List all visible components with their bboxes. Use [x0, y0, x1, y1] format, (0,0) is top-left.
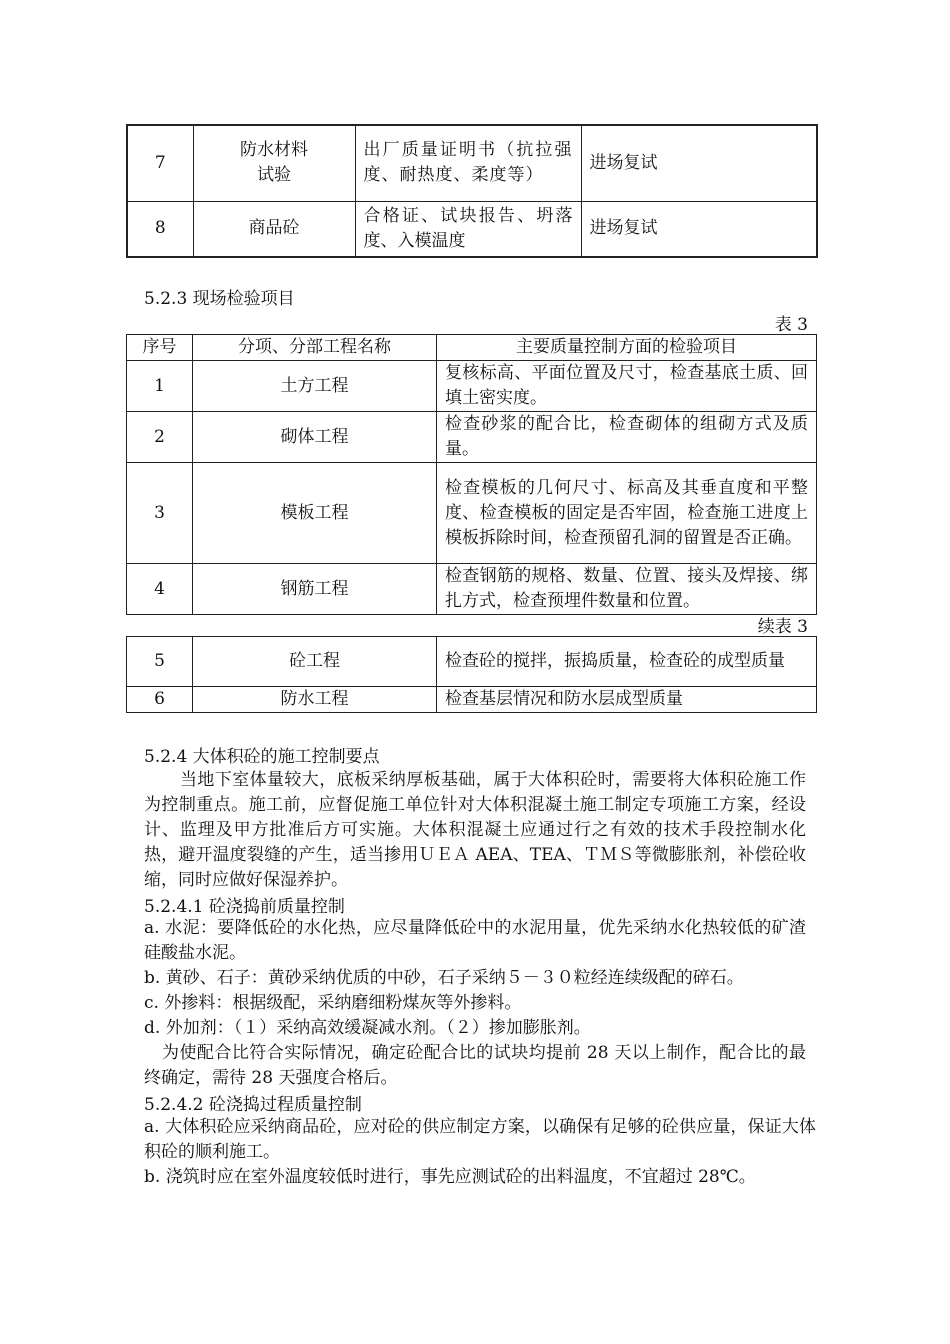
site-inspection-table: [126, 334, 817, 615]
subsection-heading-5-2-4-2: 5.2.4.2 砼浇捣过程质量控制: [144, 1095, 362, 1115]
inspection-item: 复核标高、平面位置及尺寸，检查基底土质、回填土密实度。: [437, 361, 817, 412]
row-number: 7: [127, 125, 193, 201]
list-item: b. 浇筑时应在室外温度较低时进行，事先应测试砼的出料温度，不宜超过 28℃。: [144, 1167, 756, 1187]
inspection-item: 检查模板的几何尺寸、标高及其垂直度和平整度、检查模板的固定是否牢固，检查施工进度上模板拆除时间，检查预留孔洞的留置是否正确。: [437, 463, 817, 564]
site-inspection-table-continued: [126, 636, 817, 713]
inspection-item: 检查基层情况和防水层成型质量: [437, 687, 817, 713]
work-name: 模板工程: [193, 463, 437, 564]
column-header: 主要质量控制方面的检验项目: [437, 335, 817, 361]
row-number: 1: [127, 361, 193, 412]
list-item: b. 黄砂、石子：黄砂采纳优质的中砂，石子采纳５－３０粒经连续级配的碎石。: [144, 968, 744, 988]
intro-paragraph: 当地下室体量较大，底板采纳厚板基础，属于大体积砼时，需要将大体积砼施工作为控制重点。施工前，应督促施工单位针对大体积混凝土施工制定专项施工方案，经设计、监理及甲方批准后方可实施。大体积混凝土应通过行之有效的技术手段控制水化热，避开温度裂缝的产生，适当掺用ＵＥＡ AEA、TEA、ＴＭＳ等微膨胀剂，补偿砼收缩，同时应做好保湿养护。: [144, 770, 806, 890]
table-row: [127, 125, 817, 201]
item-name: 商品砼: [193, 201, 355, 257]
list-item: a. 水泥：要降低砼的水化热，应尽量降低砼中的水泥用量，优先采纳水化热较低的矿渣硅酸盐水泥。: [144, 918, 806, 963]
list-item: a. 大体积砼应采纳商品砼，应对砼的供应制定方案，以确保有足够的砼供应量，保证大体积砼的顺利施工。: [144, 1117, 816, 1162]
row-number: 5: [127, 637, 193, 687]
work-name: 土方工程: [193, 361, 437, 412]
inspection-item: 检查砂浆的配合比，检查砌体的组砌方式及质量。: [437, 412, 817, 463]
table-row: [127, 412, 817, 463]
table-row: [127, 201, 817, 257]
row-number: 3: [127, 463, 193, 564]
row-number: 2: [127, 412, 193, 463]
required-documents: 合格证、试块报告、坍落度、入模温度: [355, 201, 581, 257]
work-name: 砼工程: [193, 637, 437, 687]
table-row: [127, 361, 817, 412]
row-number: 8: [127, 201, 193, 257]
column-header: 序号: [127, 335, 193, 361]
row-number: 4: [127, 564, 193, 615]
section-heading-5-2-4: 5.2.4 大体积砼的施工控制要点: [144, 747, 380, 767]
material-test-table: [126, 124, 818, 258]
inspection-method: 进场复试: [581, 201, 817, 257]
item-name: 防水材料 试验: [193, 125, 355, 201]
section-heading-5-2-3: 5.2.3 现场检验项目: [144, 289, 295, 309]
subsection-heading-5-2-4-1: 5.2.4.1 砼浇捣前质量控制: [144, 897, 345, 917]
table-row: [127, 564, 817, 615]
continued-table-caption: 续表 3: [757, 617, 808, 637]
work-name: 砌体工程: [193, 412, 437, 463]
inspection-item: 检查钢筋的规格、数量、位置、接头及焊接、绑扎方式，检查预埋件数量和位置。: [437, 564, 817, 615]
list-item: d. 外加剂：（１）采纳高效缓凝减水剂。（２）掺加膨胀剂。: [144, 1018, 591, 1038]
work-name: 防水工程: [193, 687, 437, 713]
inspection-item: 检查砼的搅拌，振捣质量，检查砼的成型质量: [437, 637, 817, 687]
table-row: [127, 687, 817, 713]
table-row: [127, 463, 817, 564]
table-row: [127, 637, 817, 687]
table-header-row: [127, 335, 817, 361]
table-caption: 表 3: [774, 315, 808, 335]
work-name: 钢筋工程: [193, 564, 437, 615]
row-number: 6: [127, 687, 193, 713]
list-item: c. 外掺料：根据级配，采纳磨细粉煤灰等外掺料。: [144, 993, 522, 1013]
column-header: 分项、分部工程名称: [193, 335, 437, 361]
inspection-method: 进场复试: [581, 125, 817, 201]
required-documents: 出厂质量证明书（抗拉强度、耐热度、柔度等）: [355, 125, 581, 201]
mix-ratio-note: 为使配合比符合实际情况，确定砼配合比的试块均提前 28 天以上制作，配合比的最终确定，需待 28 天强度合格后。: [144, 1043, 806, 1088]
